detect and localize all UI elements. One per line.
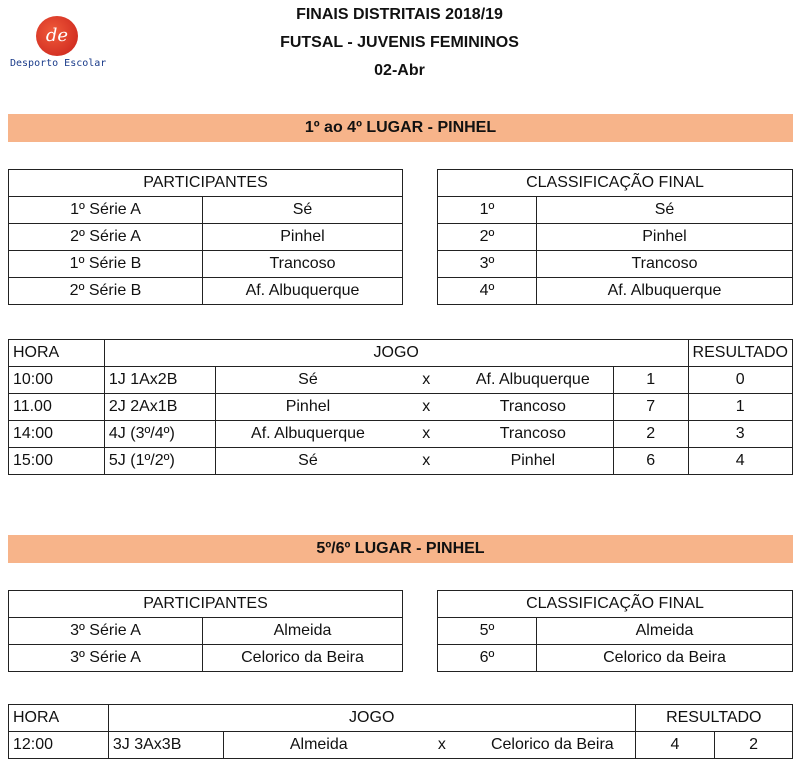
participant-serie: 2º Série A — [9, 224, 203, 251]
game-home: Sé — [216, 367, 400, 394]
game-score-away: 0 — [688, 367, 792, 394]
table-row — [9, 394, 793, 421]
participant-serie: 2º Série B — [9, 278, 203, 305]
table-row — [438, 278, 793, 305]
classification-team: Af. Albuquerque — [537, 278, 793, 305]
section1-games-table — [8, 339, 793, 475]
game-away: Pinhel — [453, 448, 614, 475]
section2-games-table — [8, 704, 793, 759]
game-score-away: 1 — [688, 394, 792, 421]
jogo-header: JOGO — [108, 705, 635, 732]
game-x: x — [400, 367, 453, 394]
resultado-header: RESULTADO — [688, 340, 792, 367]
hora-header: HORA — [9, 340, 105, 367]
participants-header: PARTICIPANTES — [9, 591, 403, 618]
game-home: Almeida — [223, 732, 413, 759]
game-home: Sé — [216, 448, 400, 475]
table-row — [438, 618, 793, 645]
participant-serie: 3º Série A — [9, 645, 203, 672]
logo-text: Desporto Escolar — [10, 58, 107, 69]
participant-team: Sé — [203, 197, 403, 224]
section2-participants-table — [8, 590, 403, 672]
game-x: x — [414, 732, 471, 759]
table-row — [9, 224, 403, 251]
game-hora: 15:00 — [9, 448, 105, 475]
table-row — [438, 251, 793, 278]
game-away: Af. Albuquerque — [453, 367, 614, 394]
game-code: 3J 3Ax3B — [108, 732, 223, 759]
classification-pos: 5º — [438, 618, 537, 645]
section2-title: 5º/6º LUGAR - PINHEL — [8, 535, 793, 563]
classification-header: CLASSIFICAÇÃO FINAL — [438, 591, 793, 618]
game-code: 1J 1Ax2B — [104, 367, 215, 394]
participant-team: Almeida — [203, 618, 403, 645]
table-row — [9, 732, 793, 759]
page-subtitle: FUTSAL - JUVENIS FEMININOS — [280, 34, 519, 51]
resultado-header: RESULTADO — [635, 705, 792, 732]
game-score-away: 4 — [688, 448, 792, 475]
classification-pos: 4º — [438, 278, 537, 305]
game-hora: 10:00 — [9, 367, 105, 394]
game-away: Celorico da Beira — [470, 732, 635, 759]
table-row — [9, 618, 403, 645]
classification-team: Almeida — [537, 618, 793, 645]
game-score-away: 2 — [715, 732, 793, 759]
table-row — [9, 367, 793, 394]
classification-pos: 1º — [438, 197, 537, 224]
page-title: FINAIS DISTRITAIS 2018/19 — [296, 6, 503, 23]
game-x: x — [400, 448, 453, 475]
participants-header: PARTICIPANTES — [9, 170, 403, 197]
hora-header: HORA — [9, 705, 109, 732]
participant-serie: 3º Série A — [9, 618, 203, 645]
participant-team: Trancoso — [203, 251, 403, 278]
table-row — [438, 197, 793, 224]
table-row — [9, 197, 403, 224]
table-row — [9, 448, 793, 475]
logo-emblem: de — [36, 16, 78, 56]
table-row — [9, 251, 403, 278]
table-row — [438, 645, 793, 672]
participant-team: Pinhel — [203, 224, 403, 251]
classification-team: Pinhel — [537, 224, 793, 251]
table-row — [9, 421, 793, 448]
game-hora: 11.00 — [9, 394, 105, 421]
classification-team: Sé — [537, 197, 793, 224]
table-row — [9, 645, 403, 672]
classification-team: Trancoso — [537, 251, 793, 278]
game-hora: 14:00 — [9, 421, 105, 448]
game-home: Pinhel — [216, 394, 400, 421]
game-away: Trancoso — [453, 421, 614, 448]
game-code: 5J (1º/2º) — [104, 448, 215, 475]
game-score-home: 7 — [613, 394, 688, 421]
game-away: Trancoso — [453, 394, 614, 421]
game-score-home: 1 — [613, 367, 688, 394]
game-score-home: 6 — [613, 448, 688, 475]
game-score-home: 4 — [635, 732, 715, 759]
section1-participants-table — [8, 169, 403, 305]
classification-pos: 3º — [438, 251, 537, 278]
participant-team: Af. Albuquerque — [203, 278, 403, 305]
game-x: x — [400, 421, 453, 448]
game-hora: 12:00 — [9, 732, 109, 759]
participant-team: Celorico da Beira — [203, 645, 403, 672]
participant-serie: 1º Série A — [9, 197, 203, 224]
section2-classification-table — [437, 590, 793, 672]
section1-title: 1º ao 4º LUGAR - PINHEL — [8, 114, 793, 142]
game-code: 4J (3º/4º) — [104, 421, 215, 448]
jogo-header: JOGO — [104, 340, 688, 367]
classification-header: CLASSIFICAÇÃO FINAL — [438, 170, 793, 197]
table-row — [9, 278, 403, 305]
classification-pos: 2º — [438, 224, 537, 251]
classification-team: Celorico da Beira — [537, 645, 793, 672]
game-code: 2J 2Ax1B — [104, 394, 215, 421]
classification-pos: 6º — [438, 645, 537, 672]
game-home: Af. Albuquerque — [216, 421, 400, 448]
table-row — [438, 224, 793, 251]
game-score-away: 3 — [688, 421, 792, 448]
game-x: x — [400, 394, 453, 421]
game-score-home: 2 — [613, 421, 688, 448]
participant-serie: 1º Série B — [9, 251, 203, 278]
section1-classification-table — [437, 169, 793, 305]
page-date: 02-Abr — [374, 62, 425, 79]
